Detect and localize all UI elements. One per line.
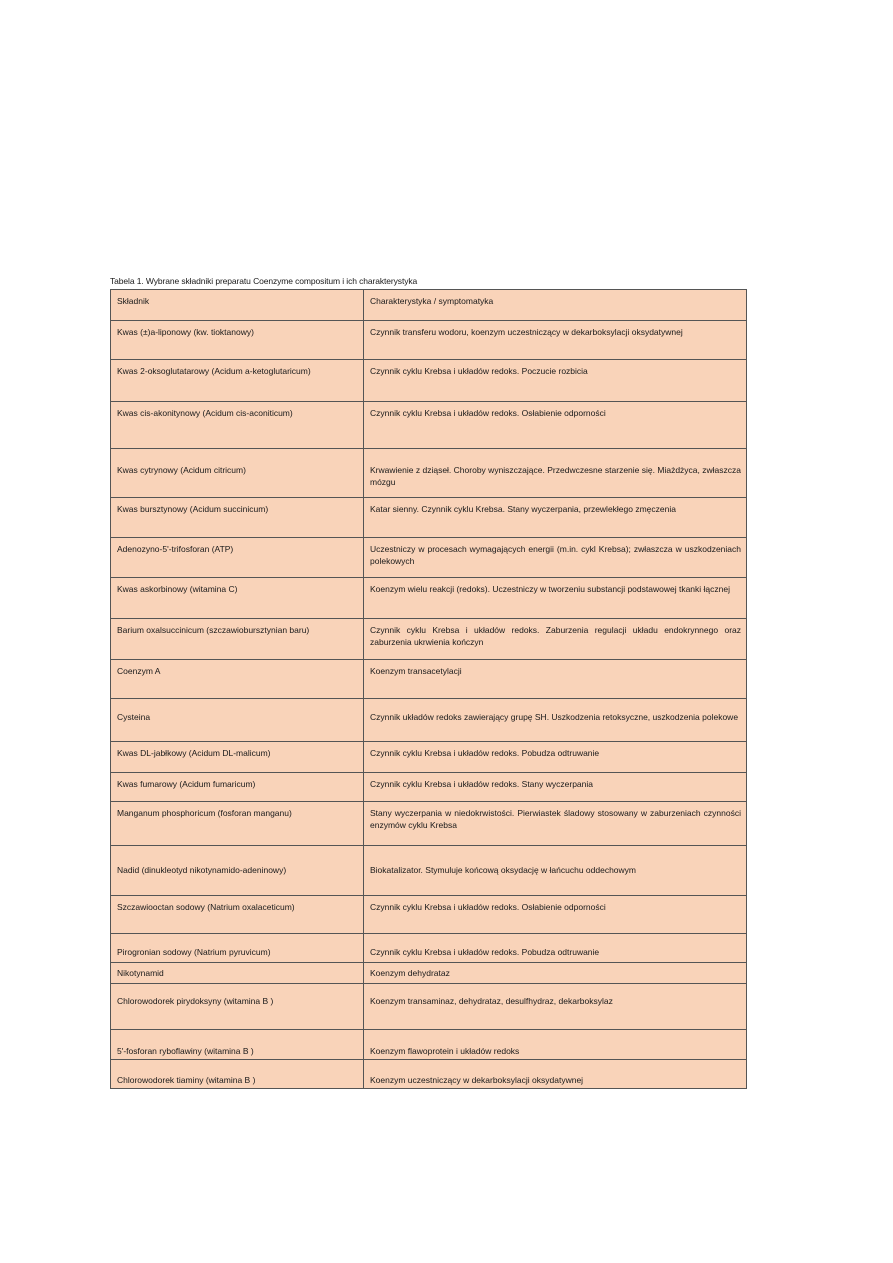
table-caption: Tabela 1. Wybrane składniki preparatu Coenzyme compositum i ich charakterystyka (110, 276, 418, 286)
ingredient-cell: Coenzym A (111, 660, 364, 699)
table-row (111, 846, 747, 896)
ingredient-cell: Nadid (dinukleotyd nikotynamido-adeninowy) (111, 846, 364, 896)
description-cell: Czynnik cyklu Krebsa i układów redoks. Pobudza odtruwanie (364, 934, 747, 963)
ingredient-cell: Szczawiooctan sodowy (Natrium oxalaceticum) (111, 896, 364, 934)
ingredients-table (110, 289, 747, 1089)
ingredient-cell: Adenozyno-5'-trifosforan (ATP) (111, 538, 364, 578)
table-row (111, 360, 747, 402)
table-row (111, 619, 747, 660)
ingredient-cell: 5'-fosforan ryboflawiny (witamina B ) (111, 1030, 364, 1060)
ingredient-cell: Kwas askorbinowy (witamina C) (111, 578, 364, 619)
description-cell: Katar sienny. Czynnik cyklu Krebsa. Stany wyczerpania, przewlekłego zmęczenia (364, 498, 747, 538)
description-cell: Koenzym wielu reakcji (redoks). Uczestniczy w tworzeniu substancji podstawowej tkanki łącznej (364, 578, 747, 619)
ingredient-cell: Kwas cis-akonitynowy (Acidum cis-aconiticum) (111, 402, 364, 449)
table-row (111, 538, 747, 578)
ingredient-cell: Kwas DL-jabłkowy (Acidum DL-malicum) (111, 742, 364, 773)
description-cell: Koenzym flawoprotein i układów redoks (364, 1030, 747, 1060)
ingredient-cell: Manganum phosphoricum (fosforan manganu) (111, 802, 364, 846)
table-row (111, 660, 747, 699)
description-cell: Stany wyczerpania w niedokrwistości. Pierwiastek śladowy stosowany w zaburzeniach czynności enzymów cyklu Krebsa (364, 802, 747, 846)
ingredient-cell: Pirogronian sodowy (Natrium pyruvicum) (111, 934, 364, 963)
ingredient-cell: Chlorowodorek pirydoksyny (witamina B ) (111, 984, 364, 1030)
description-cell: Czynnik cyklu Krebsa i układów redoks. Stany wyczerpania (364, 773, 747, 802)
table-row (111, 984, 747, 1030)
table-row (111, 699, 747, 742)
description-cell: Czynnik cyklu Krebsa i układów redoks. Poczucie rozbicia (364, 360, 747, 402)
description-cell: Uczestniczy w procesach wymagających energii (m.in. cykl Krebsa); zwłaszcza w uszkodzeniach polekowych (364, 538, 747, 578)
table-row (111, 963, 747, 984)
ingredient-cell: Chlorowodorek tiaminy (witamina B ) (111, 1060, 364, 1089)
table-row (111, 773, 747, 802)
description-cell: Koenzym uczestniczący w dekarboksylacji oksydatywnej (364, 1060, 747, 1089)
description-cell: Krwawienie z dziąseł. Choroby wyniszczające. Przedwczesne starzenie się. Miażdżyca, zwłaszcza mózgu (364, 449, 747, 498)
ingredient-cell: Barium oxalsuccinicum (szczawiobursztynian baru) (111, 619, 364, 660)
ingredient-cell: Kwas 2-oksoglutatarowy (Acidum a-ketoglutaricum) (111, 360, 364, 402)
description-cell: Czynnik cyklu Krebsa i układów redoks. Pobudza odtruwanie (364, 742, 747, 773)
description-cell: Koenzym transacetylacji (364, 660, 747, 699)
table-header-row (111, 290, 747, 321)
header-characteristics: Charakterystyka / symptomatyka (364, 290, 747, 321)
ingredient-cell: Kwas fumarowy (Acidum fumaricum) (111, 773, 364, 802)
description-cell: Czynnik układów redoks zawierający grupę SH. Uszkodzenia retoksyczne, uszkodzenia polekowe (364, 699, 747, 742)
description-cell: Koenzym dehydrataz (364, 963, 747, 984)
ingredient-cell: Cysteina (111, 699, 364, 742)
table-row (111, 578, 747, 619)
table-row (111, 1060, 747, 1089)
description-cell: Czynnik cyklu Krebsa i układów redoks. Zaburzenia regulacji układu endokrynnego oraz zaburzenia ukrwienia kończyn (364, 619, 747, 660)
description-cell: Czynnik cyklu Krebsa i układów redoks. Osłabienie odporności (364, 896, 747, 934)
ingredient-cell: Kwas (±)a-liponowy (kw. tioktanowy) (111, 321, 364, 360)
description-cell: Koenzym transaminaz, dehydrataz, desulfhydraz, dekarboksylaz (364, 984, 747, 1030)
table-row (111, 498, 747, 538)
ingredient-cell: Nikotynamid (111, 963, 364, 984)
table-row (111, 402, 747, 449)
table-row (111, 449, 747, 498)
ingredient-cell: Kwas bursztynowy (Acidum succinicum) (111, 498, 364, 538)
description-cell: Czynnik transferu wodoru, koenzym uczestniczący w dekarboksylacji oksydatywnej (364, 321, 747, 360)
ingredient-cell: Kwas cytrynowy (Acidum citricum) (111, 449, 364, 498)
table-row (111, 742, 747, 773)
table-row (111, 896, 747, 934)
description-cell: Czynnik cyklu Krebsa i układów redoks. Osłabienie odporności (364, 402, 747, 449)
description-cell: Biokatalizator. Stymuluje końcową oksydację w łańcuchu oddechowym (364, 846, 747, 896)
header-ingredient: Składnik (111, 290, 364, 321)
table-row (111, 802, 747, 846)
table-row (111, 1030, 747, 1060)
table-row (111, 321, 747, 360)
table-row (111, 934, 747, 963)
